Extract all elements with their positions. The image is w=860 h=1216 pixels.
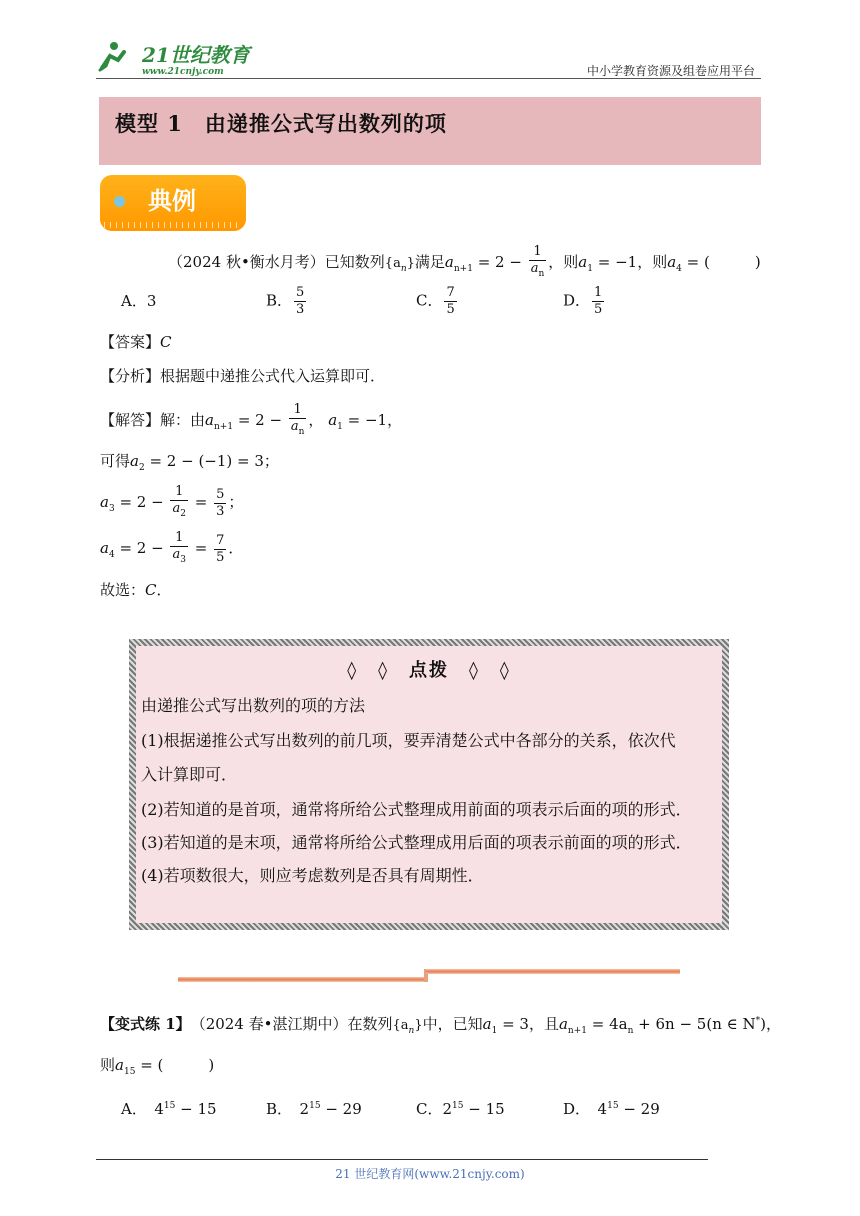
section-title: 模型 1 由递推公式写出数列的项 xyxy=(115,111,447,136)
option-d: D． $\frac{1}{5}$ xyxy=(563,285,603,317)
solution-choose: 故选：C． xyxy=(100,581,172,599)
header-divider xyxy=(96,78,761,79)
question-1: （2024 秋•衡水月考）已知数列$\{a_n\}$满足$a_{n+1} = 2$ − $\frac{1}{a_n}$ ，则$a_1 = -1$，则$a_4$ = ( ) xyxy=(168,244,761,282)
practice-option-a: A． $4^{15} - 15$ xyxy=(121,1100,217,1118)
logo-url: www.21cnjy.com xyxy=(142,67,224,76)
footer-text[interactable]: 21 世纪教育网(www.21cnjy.com) xyxy=(335,1167,525,1181)
fraction: $\frac{1}{a_n}$ xyxy=(530,244,545,279)
tip-title: ◊ ◊ 点拨 ◊ ◊ xyxy=(347,660,511,681)
decorative-divider-left xyxy=(178,977,426,982)
practice-option-b: B． $2^{15} - 29$ xyxy=(266,1100,362,1118)
tip-heading: 由递推公式写出数列的项的方法 xyxy=(141,696,366,715)
option-c: C． $\frac{7}{5}$ xyxy=(416,285,455,317)
footer-divider xyxy=(96,1159,708,1160)
practice-option-c: C．$2^{15} - 15$ xyxy=(416,1100,505,1118)
practice-option-d: D． $4^{15} - 29$ xyxy=(563,1100,660,1118)
solution-line-4: $a_4 = 2$ − $\frac{1}{a_3}$ = $\frac{7}{5}$ ． xyxy=(100,530,244,565)
solution-line-2: 可得$a_2 = 2 - (-1) = 3$； xyxy=(100,452,279,473)
badge-dot-icon xyxy=(114,196,125,207)
option-a: A．3 xyxy=(121,292,157,310)
tip-item-2: (2)若知道的是首项，通常将所给公式整理成用前面的项表示后面的项的形式． xyxy=(141,800,692,819)
practice-label: 【变式练 1】 xyxy=(100,1015,184,1033)
logo-text: 21世纪教育 xyxy=(142,43,250,67)
site-logo xyxy=(96,38,266,76)
practice-question-tail: 则$a_{15}$ = ( ) xyxy=(100,1056,215,1077)
tip-item-1a: (1)根据递推公式写出数列的前几项，要弄清楚公式中各部分的关系，依次代 xyxy=(141,731,676,750)
solution-line-3: $a_3 = 2$ − $\frac{1}{a_2}$ = $\frac{5}{3}$ ； xyxy=(100,484,244,519)
practice-question: 【变式练 1】 （2024 春•湛江期中）在数列$\{a_n\}$中，已知$a_1 = 3$，且$a_{n+1} = 4a_n + 6n - 5(n$ ∈ N*)， xyxy=(100,1015,781,1036)
tip-item-1b: 入计算即可． xyxy=(141,765,238,784)
badge-ruler-decoration xyxy=(104,222,242,228)
decorative-divider-right xyxy=(426,969,680,974)
header-platform-text: 中小学教育资源及组卷应用平台 xyxy=(586,64,755,78)
analysis-line: 【分析】根据题中递推公式代入运算即可． xyxy=(100,367,386,385)
example-badge-label: 典例 xyxy=(148,186,196,215)
option-b: B． $\frac{5}{3}$ xyxy=(266,285,305,317)
solution-line-1: 【解答】解：由$a_{n+1} = 2$ − $\frac{1}{a_n}$ ， $a_1 = -1$， xyxy=(100,402,403,437)
tip-item-4: (4)若项数很大，则应考虑数列是否具有周期性． xyxy=(141,866,484,885)
tip-item-3: (3)若知道的是末项，通常将所给公式整理成用后面的项表示前面的项的形式． xyxy=(141,833,692,852)
answer-line: 【答案】C xyxy=(100,333,172,351)
